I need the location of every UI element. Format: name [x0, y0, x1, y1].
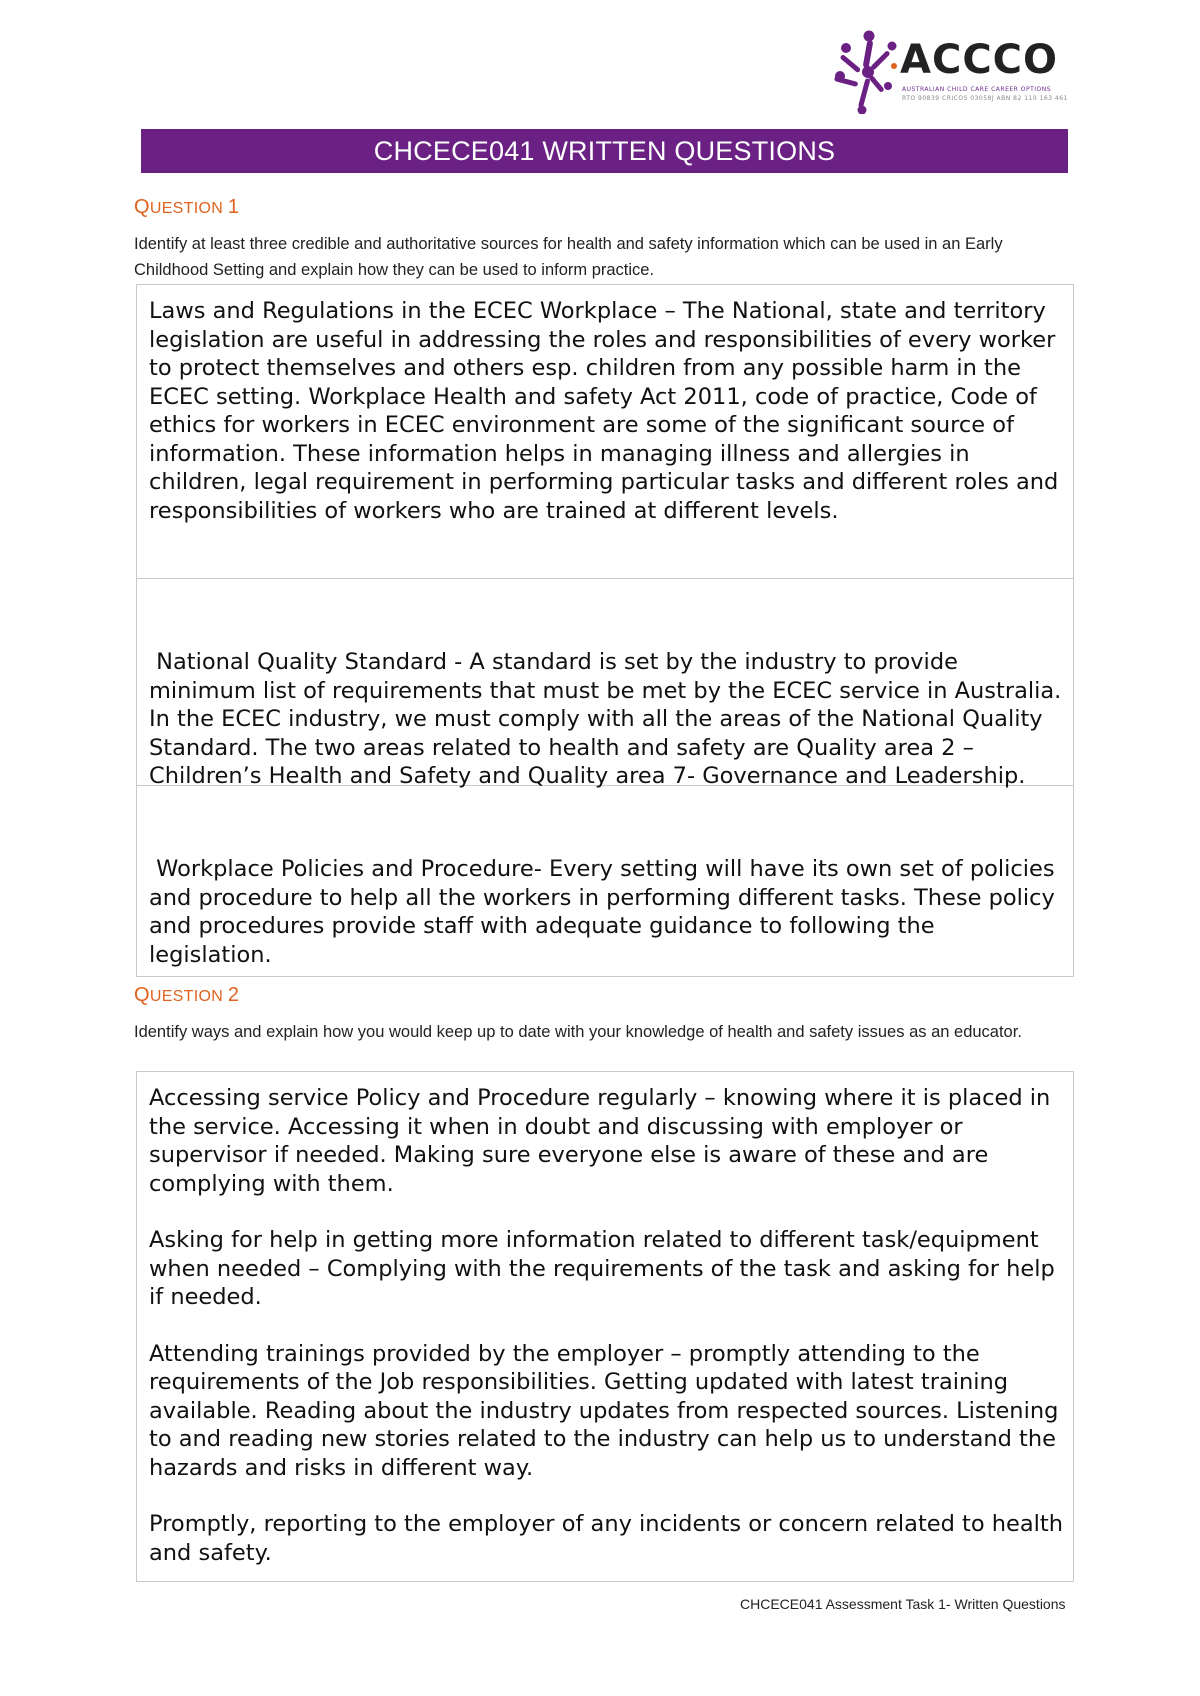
answer-text: Workplace Policies and Procedure- Every setting will have its own set of policies and procedure to help all the workers in performing different tasks. These policy and procedures provide staff with adequate guidance to following the legislation. [149, 856, 1062, 968]
question-1-number: 1 [227, 196, 240, 218]
logo-subtitle: AUSTRALIAN CHILD CARE CAREER OPTIONS [902, 86, 1052, 93]
accco-figures-icon [834, 26, 904, 114]
question-1-answer-box [136, 284, 1074, 977]
answer-paragraph: Accessing service Policy and Procedure regularly – knowing where it is placed in the service. Accessing it when in doubt and discussing with employer or supervisor if needed. Making sure everyone else is aware of these and are complying with them. [149, 1085, 1051, 1197]
accco-logo [834, 26, 1066, 114]
question-2-heading-initial: Q [134, 984, 150, 1006]
question-1-prompt: Identify at least three credible and authoritative sources for health and safety information which can be used in an Early Childhood Setting and explain how they can be used to inform practice. [134, 235, 1003, 279]
page-footer: CHCECE041 Assessment Task 1- Written Questions [740, 1596, 1066, 1612]
question-2-heading [134, 984, 239, 1007]
question-1-heading-rest: UESTION [149, 200, 224, 217]
question-2-heading-rest: UESTION [149, 988, 224, 1005]
answer-text: Laws and Regulations in the ECEC Workplace – The National, state and territory legislation are useful in addressing the roles and responsibilities of every worker to protect themselves and others esp. children from any possible harm in the ECEC setting. Workplace Health and safety Act 2011, code of practice, Code of ethics for workers in ECEC environment are some of the significant source of information. These information helps in managing illness and allergies in children, legal requirement in performing particular tasks and different roles and responsibilities of workers who are trained at different levels. [149, 298, 1059, 524]
document-title: CHCECE041 WRITTEN QUESTIONS [373, 135, 836, 166]
document-title-banner [141, 129, 1068, 173]
question-2-prompt: Identify ways and explain how you would keep up to date with your knowledge of health and safety issues as an educator. [134, 1023, 1022, 1041]
answer-cell [137, 786, 1073, 976]
question-2-number: 2 [227, 984, 240, 1006]
question-1-heading-initial: Q [134, 196, 150, 218]
answer-paragraph: Attending trainings provided by the employer – promptly attending to the requirements of the Job responsibilities. Getting updated with latest training available. Reading about the industry updates from respected sources. Listening to and reading new stories related to the industry can help us to understand the hazards and risks in different way. [149, 1340, 1059, 1481]
answer-paragraph: Asking for help in getting more information related to different task/equipment when needed – Complying with the requirements of the task and asking for help if needed. [149, 1227, 1055, 1310]
logo-registration: RTO 90839 CRICOS 03058J ABN 82 110 163 461 [902, 95, 1068, 102]
answer-cell [137, 285, 1073, 579]
logo-wordmark: ACCCO [900, 37, 1059, 83]
question-1-heading [134, 196, 239, 219]
answer-cell [137, 579, 1073, 789]
answer-text: National Quality Standard - A standard is set by the industry to provide minimum list of requirements that must be met by the ECEC service in Australia. In the ECEC industry, we must comply with all the areas of the National Quality Standard. The two areas related to health and safety are Quality area 2 – Children’s Health and Safety and Quality area 7- Governance and Leadership. [149, 649, 1069, 789]
answer-paragraph: Promptly, reporting to the employer of any incidents or concern related to health and safety. [149, 1511, 1064, 1566]
answer-cell [137, 1072, 1073, 1582]
question-2-answer-box [136, 1071, 1074, 1582]
